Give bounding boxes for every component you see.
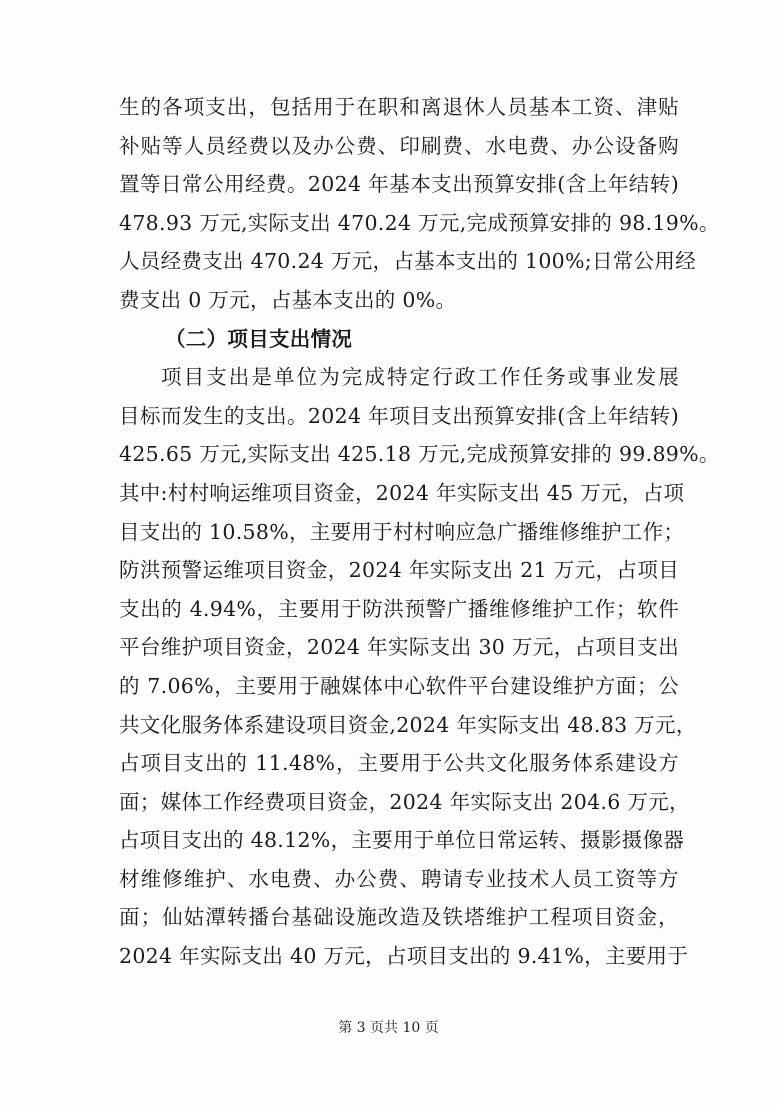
- paragraph-line: 置等日常公用经费。2024 年基本支出预算安排(含上年结转): [119, 172, 679, 197]
- paragraph-line: 面；媒体工作经费项目资金，2024 年实际支出 204.6 万元，: [119, 789, 690, 814]
- paragraph-line: 人员经费支出 470.24 万元，占基本支出的 100%;日常公用经: [119, 249, 696, 274]
- paragraph-line: 生的各项支出，包括用于在职和离退休人员基本工资、津贴: [119, 95, 679, 119]
- paragraph-line: 目标而发生的支出。2024 年项目支出预算安排(含上年结转): [119, 403, 679, 428]
- paragraph-line: 防洪预警运维项目资金，2024 年实际支出 21 万元，占项目: [119, 558, 679, 583]
- paragraph-line: 支出的 4.94%，主要用于防洪预警广播维修维护工作；软件: [119, 596, 679, 621]
- paragraph-line: 478.93 万元,实际支出 470.24 万元,完成预算安排的 98.19%。: [119, 210, 720, 235]
- paragraph-line: 其中:村村响运维项目资金，2024 年实际支出 45 万元，占项: [119, 480, 685, 505]
- paragraph-line: 目支出的 10.58%，主要用于村村响应急广播维修维护工作；: [119, 519, 685, 544]
- document-body: [119, 88, 720, 976]
- paragraph-line: 占项目支出的 11.48%，主要用于公共文化服务体系建设方: [119, 751, 679, 776]
- section-heading: （二）项目支出情况: [165, 326, 353, 351]
- page-footer: 第 3 页共 10 页: [338, 1020, 439, 1036]
- paragraph-line: 材维修维护、水电费、办公费、聘请专业技术人员工资等方: [119, 866, 679, 891]
- paragraph-line: 的 7.06%，主要用于融媒体中心软件平台建设维护方面；公: [119, 673, 679, 698]
- paragraph-line: 费支出 0 万元，占基本支出的 0%。: [119, 287, 457, 312]
- paragraph-line: 项目支出是单位为完成特定行政工作任务或事业发展: [161, 365, 679, 390]
- paragraph-line: 补贴等人员经费以及办公费、印刷费、水电费、办公设备购: [119, 133, 679, 158]
- paragraph-line: 425.65 万元,实际支出 425.18 万元,完成预算安排的 99.89%。: [119, 442, 720, 467]
- paragraph-line: 面；仙姑潭转播台基础设施改造及铁塔维护工程项目资金，: [119, 905, 679, 930]
- paragraph-line: 平台维护项目资金，2024 年实际支出 30 万元，占项目支出: [119, 635, 679, 660]
- paragraph-line: 共文化服务体系建设项目资金,2024 年实际支出 48.83 万元，: [119, 712, 697, 737]
- paragraph-line: 占项目支出的 48.12%，主要用于单位日常运转、摄影摄像器: [119, 828, 685, 853]
- paragraph-line: 2024 年实际支出 40 万元，占项目支出的 9.41%，主要用于: [119, 944, 689, 969]
